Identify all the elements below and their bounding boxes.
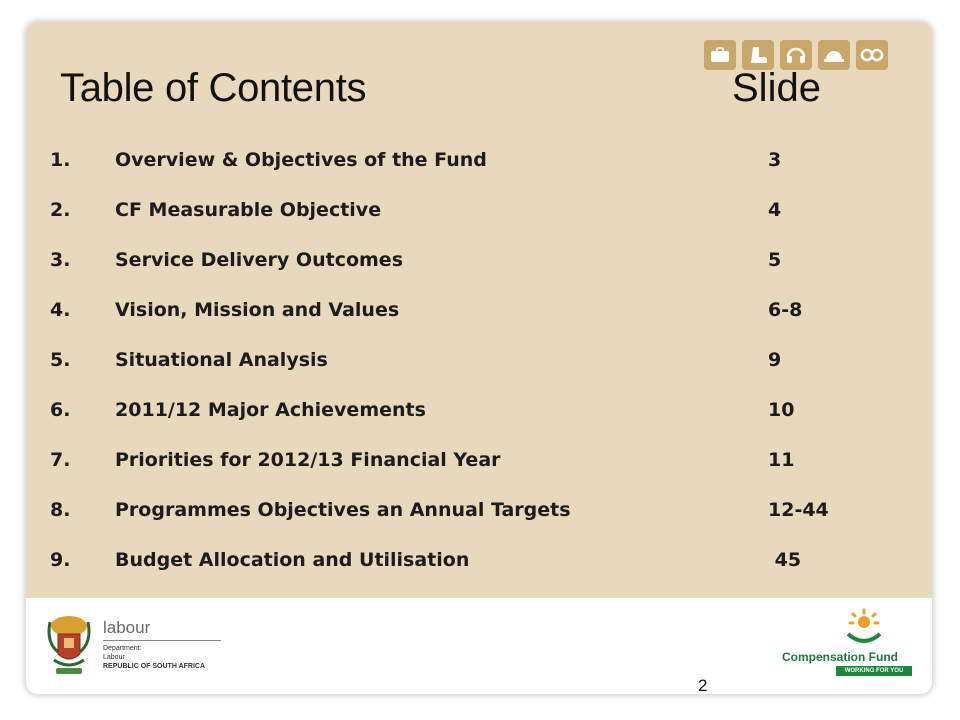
toc-number: 4. [50,299,71,321]
slide-column-header: Slide [732,66,821,110]
labour-divider [103,640,221,641]
page-number: 2 [698,676,708,694]
toc-row [50,349,910,375]
toc-row [50,399,910,425]
toc-row [50,499,910,525]
dept-line-3: REPUBLIC OF SOUTH AFRICA [103,663,206,670]
toc-number: 6. [50,399,71,421]
toc-page: 4 [768,199,782,221]
toc-page: 3 [768,149,782,171]
labour-wordmark: labour [103,618,151,637]
goggles-icon [856,40,888,70]
toc-row [50,249,910,275]
toc-label: CF Measurable Objective [115,199,382,221]
toc-number: 1. [50,149,71,171]
page-title: Table of Contents [60,66,367,110]
toc-page: 9 [768,349,782,371]
department-logo-text [103,618,221,671]
toc-number: 7. [50,449,71,471]
toc-label: 2011/12 Major Achievements [115,399,426,421]
compensation-fund-logo [844,608,884,652]
toc-page: 12-44 [768,499,829,521]
compensation-fund-tagline: WORKING FOR YOU [836,666,912,676]
toc-label: Situational Analysis [115,349,328,371]
toc-number: 9. [50,549,71,571]
toc-row [50,299,910,325]
toc-number: 5. [50,349,71,371]
toc-number: 3. [50,249,71,271]
dept-line-2: Labour [103,654,125,661]
coat-of-arms-logo [44,612,94,682]
toc-label: Priorities for 2012/13 Financial Year [115,449,501,471]
slide-footer [26,598,932,694]
toc-row [50,199,910,225]
toc-label: Service Delivery Outcomes [115,249,403,271]
dept-line-1: Department: [103,645,142,652]
toc-label: Vision, Mission and Values [115,299,400,321]
toc-page: 45 [768,549,802,571]
toc-row [50,449,910,475]
slide-content [26,22,932,598]
toc-page: 10 [768,399,795,421]
toc-number: 2. [50,199,71,221]
toc-page: 6-8 [768,299,803,321]
toc-page: 5 [768,249,782,271]
toc-row [50,149,910,175]
toc-number: 8. [50,499,71,521]
hardhat-icon [818,40,850,70]
toc-page: 11 [768,449,795,471]
toc-row [50,549,910,575]
compensation-fund-name: Compensation Fund [782,650,898,664]
toc-label: Programmes Objectives an Annual Targets [115,499,571,521]
toc-label: Budget Allocation and Utilisation [115,549,470,571]
toc-label: Overview & Objectives of the Fund [115,149,487,171]
slide [26,22,932,694]
